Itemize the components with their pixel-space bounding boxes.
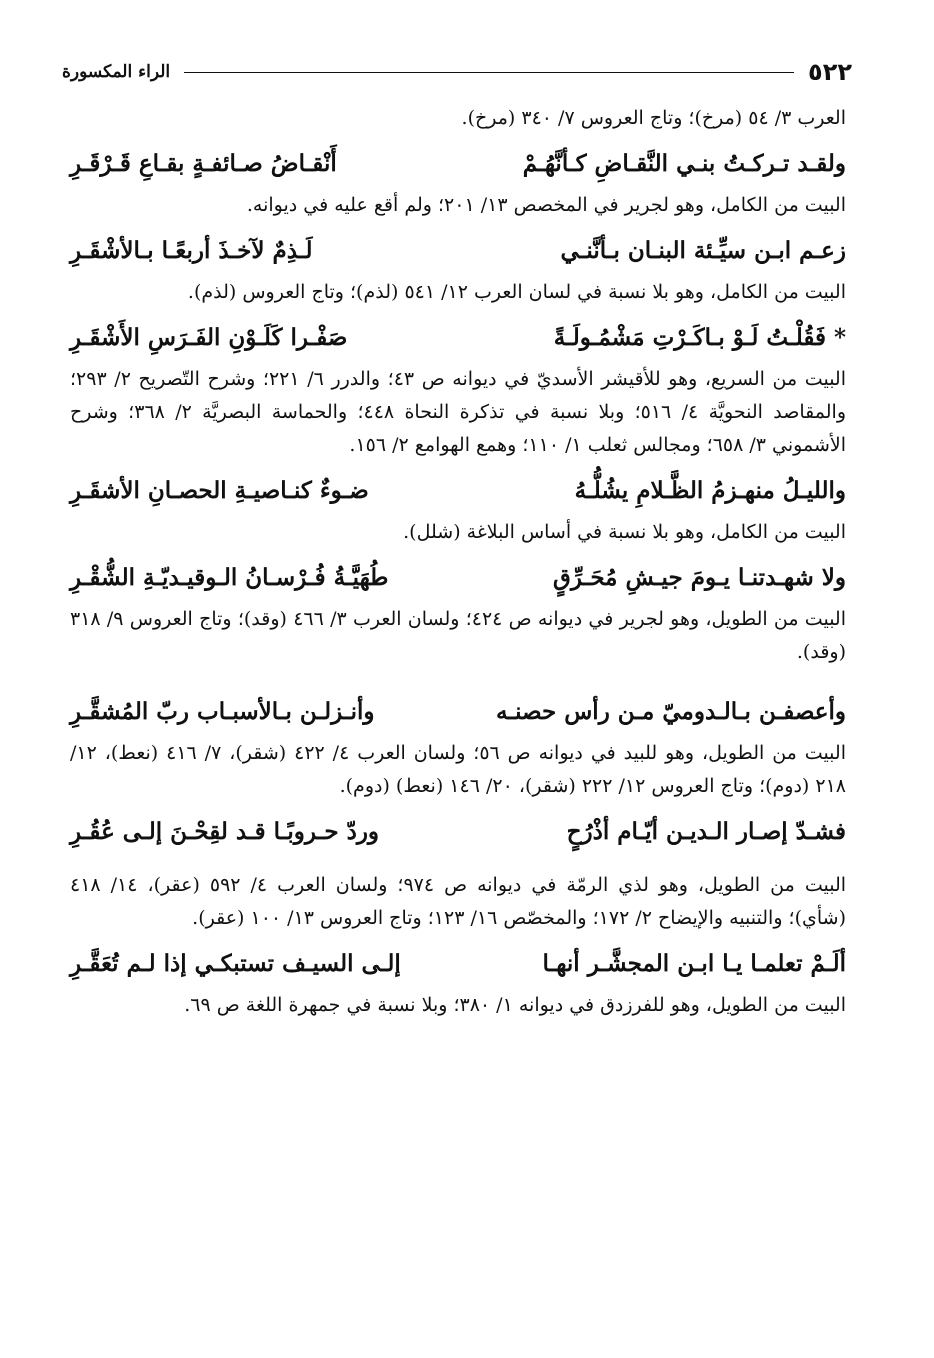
verse-second-hemistich: طُهَيَّـةُ فُـرْسـانُ الـوقيـديّـةِ الشُّقْـرِ xyxy=(70,563,389,591)
verse-second-hemistich: وردّ حـروبًـا قـد لقِحْـنَ إلـى عُقُـرِ xyxy=(70,817,380,845)
verse-note: البيت من الكامل، وهو بلا نسبة في أساس البلاغة (شلل). xyxy=(403,521,846,543)
verse-note: البيت من الطويل، وهو للفرزدق في ديوانه ١/ ٣٨٠؛ وبلا نسبة في جمهرة اللغة ص ٦٩. xyxy=(184,994,846,1016)
verse-note: البيت من الكامل، وهو لجرير في المخصص ١٣/ ٢٠١؛ ولم أقع عليه في ديوانه. xyxy=(246,194,846,216)
verse-note: البيت من الكامل، وهو بلا نسبة في لسان العرب ١٢/ ٥٤١ (لذم)؛ وتاج العروس (لذم). xyxy=(187,281,846,303)
verse-line xyxy=(70,939,846,987)
section-title: الراء المكسورة xyxy=(62,62,171,82)
verse-line xyxy=(70,226,846,274)
verse-first-hemistich: ولقـد تـركـتُ بنـي النَّقـاضِ كـأنَّهُـمْ xyxy=(522,149,846,177)
page-header xyxy=(62,52,852,92)
verse-first-hemistich: ولا شهـدتنـا يـومَ جيـشِ مُحَـرِّقٍ xyxy=(553,563,846,591)
verse-second-hemistich: وأنـزلـن بـالأسبـاب ربّ المُشقَّـرِ xyxy=(70,697,375,725)
verse-first-hemistich: ألَـمْ تعلمـا يـا ابـن المجشَّـر أنهـا xyxy=(542,949,846,977)
verse-second-hemistich: إلـى السيـف تستبكـي إذا لـم تُعَقَّـرِ xyxy=(70,949,401,977)
verse-note: البيت من السريع، وهو للأقيشر الأسديّ في ديوانه ص ٤٣؛ والدرر ٦/ ٢٢١؛ وشرح التّصريح ٢/ ٢٩٣؛ والمقاصد النحويَّة ٤/ ٥١٦؛ وبلا نسبة في تذكرة النحاة ٤٤٨؛ والحماسة البصريَّة ٢/ ٣٦٨؛ وشرح الأشموني ٣/ ٦٥٨؛ ومجالس ثعلب ١/ ١١٠؛ وهمع الهوامع ٢/ ١٥٦. xyxy=(70,368,846,456)
verse-first-hemistich: وأعصفـن بـالـدوميّ مـن رأس حصنـه xyxy=(496,697,846,725)
note-continuation: العرب ٣/ ٥٤ (مرخ)؛ وتاج العروس ٧/ ٣٤٠ (مرخ). xyxy=(461,107,846,129)
page-content xyxy=(70,102,846,1024)
verse-first-hemistich: زعـم ابـن سيِّـئة البنـان بـأنَّنـي xyxy=(560,236,846,264)
verse-second-hemistich: ضـوءٌ كنـاصيـةِ الحصـانِ الأشقَـرِ xyxy=(70,476,369,504)
verse-line xyxy=(70,313,846,361)
spacer xyxy=(70,857,846,869)
header-rule xyxy=(184,72,794,73)
verse-first-hemistich: والليـلُ منهـزمُ الظَّـلامِ يشُلُّـهُ xyxy=(574,476,846,504)
verse-line xyxy=(70,807,846,855)
page-number: ٥٢٢ xyxy=(808,58,852,86)
verse-second-hemistich: صَفْـرا كَلَـوْنِ الفَـرَسِ الأَشْقَـرِ xyxy=(70,323,348,351)
verse-line xyxy=(70,687,846,735)
verse-second-hemistich: أَنْقـاضُ صـائفـةٍ بقـاعِ قَـرْقَـرِ xyxy=(70,149,337,177)
verse-note: البيت من الطويل، وهو لذي الرمّة في ديوانه ص ٩٧٤؛ ولسان العرب ٤/ ٥٩٢ (عقر)، ١٤/ ٤١٨ (شأي)؛ والتنبيه والإيضاح ٢/ ١٧٢؛ والمخصّص ١٦/ ١٢٣؛ وتاج العروس ١٣/ ١٠٠ (عقر). xyxy=(70,874,847,929)
verse-line xyxy=(70,553,846,601)
verse-first-hemistich: فشـدّ إصـار الـديـن أيّـام أذْرُحٍ xyxy=(566,817,846,845)
verse-note: البيت من الطويل، وهو لجرير في ديوانه ص ٤٢٤؛ ولسان العرب ٣/ ٤٦٦ (وقد)؛ وتاج العروس ٩/ ٣١٨ (وقد). xyxy=(70,608,846,663)
spacer xyxy=(70,671,846,683)
verse-note: البيت من الطويل، وهو للبيد في ديوانه ص ٥٦؛ ولسان العرب ٤/ ٤٢٢ (شقر)، ٧/ ٤١٦ (نعط)، ١٢/ ٢١٨ (دوم)؛ وتاج العروس ١٢/ ٢٢٢ (شقر)، ٢٠/ ١٤٦ (نعط) (دوم). xyxy=(70,742,846,797)
verse-line xyxy=(70,139,846,187)
verse-first-hemistich: * فَقُلْـتُ لَـوْ بـاكَـرْتِ مَشْمُـولَـةً xyxy=(553,323,846,351)
verse-line xyxy=(70,466,846,514)
verse-second-hemistich: لَـذِمٌ لآخـذَ أربعًـا بـالأشْقَـرِ xyxy=(70,236,313,264)
